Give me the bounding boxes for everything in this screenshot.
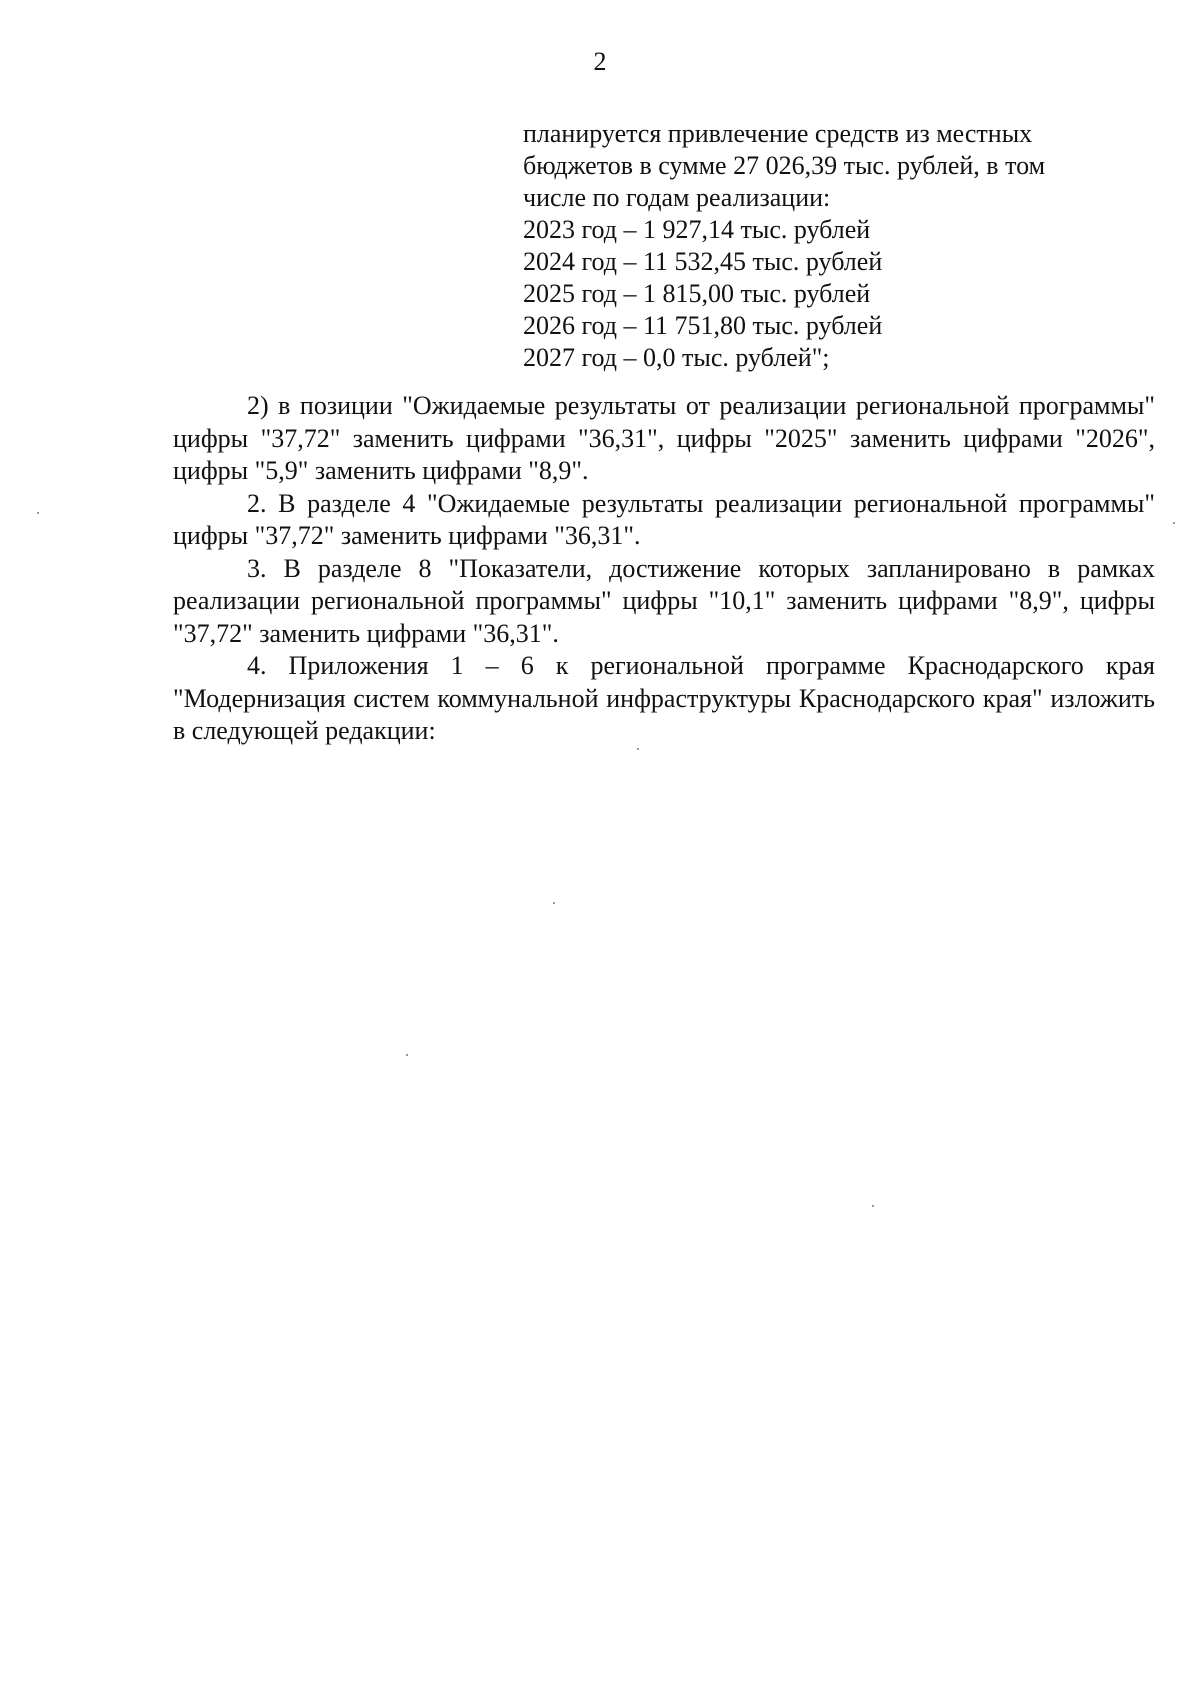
- scan-speck: [406, 1054, 408, 1056]
- paragraph-section-8: 3. В разделе 8 "Показатели, достижение которых запланировано в рамках реализации региональной программы" цифры "10,1" заменить цифрами "8,9", цифры "37,72" заменить цифрами "36,31".: [173, 553, 1155, 648]
- funding-year-line: 2026 год – 11 751,80 тыс. рублей: [523, 311, 883, 340]
- scan-speck: [553, 902, 555, 904]
- funding-block: [523, 118, 1123, 374]
- funding-line: планируется привлечение средств из местных: [523, 119, 1033, 148]
- funding-year-line: 2023 год – 1 927,14 тыс. рублей: [523, 215, 871, 244]
- page-number: 2: [593, 47, 607, 76]
- scan-speck: [637, 748, 639, 750]
- scan-speck: [872, 1205, 874, 1207]
- scan-speck: [37, 512, 39, 514]
- funding-line: бюджетов в сумме 27 026,39 тыс. рублей, в том: [523, 151, 1046, 180]
- body-text: [173, 390, 1155, 748]
- scan-speck: [1173, 522, 1175, 524]
- paragraph-appendices: 4. Приложения 1 – 6 к региональной программе Краснодарского края "Модернизация систем коммунальной инфраструктуры Краснодарского края" изложить в следующей редакции:: [173, 651, 1155, 745]
- funding-year-line: 2025 год – 1 815,00 тыс. рублей: [523, 279, 871, 308]
- funding-line: числе по годам реализации:: [523, 183, 831, 212]
- funding-year-line: 2024 год – 11 532,45 тыс. рублей: [523, 247, 883, 276]
- paragraph-section-4: 2. В разделе 4 "Ожидаемые результаты реализации региональной программы" цифры "37,72" заменить цифрами "36,31".: [173, 488, 1155, 550]
- paragraph-item-2: 2) в позиции "Ожидаемые результаты от реализации региональной программы" цифры "37,72" заменить цифрами "36,31", цифры "2025" заменить цифрами "2026", цифры "5,9" заменить цифрами "8,9".: [173, 391, 1155, 485]
- funding-year-line: 2027 год – 0,0 тыс. рублей";: [523, 343, 830, 372]
